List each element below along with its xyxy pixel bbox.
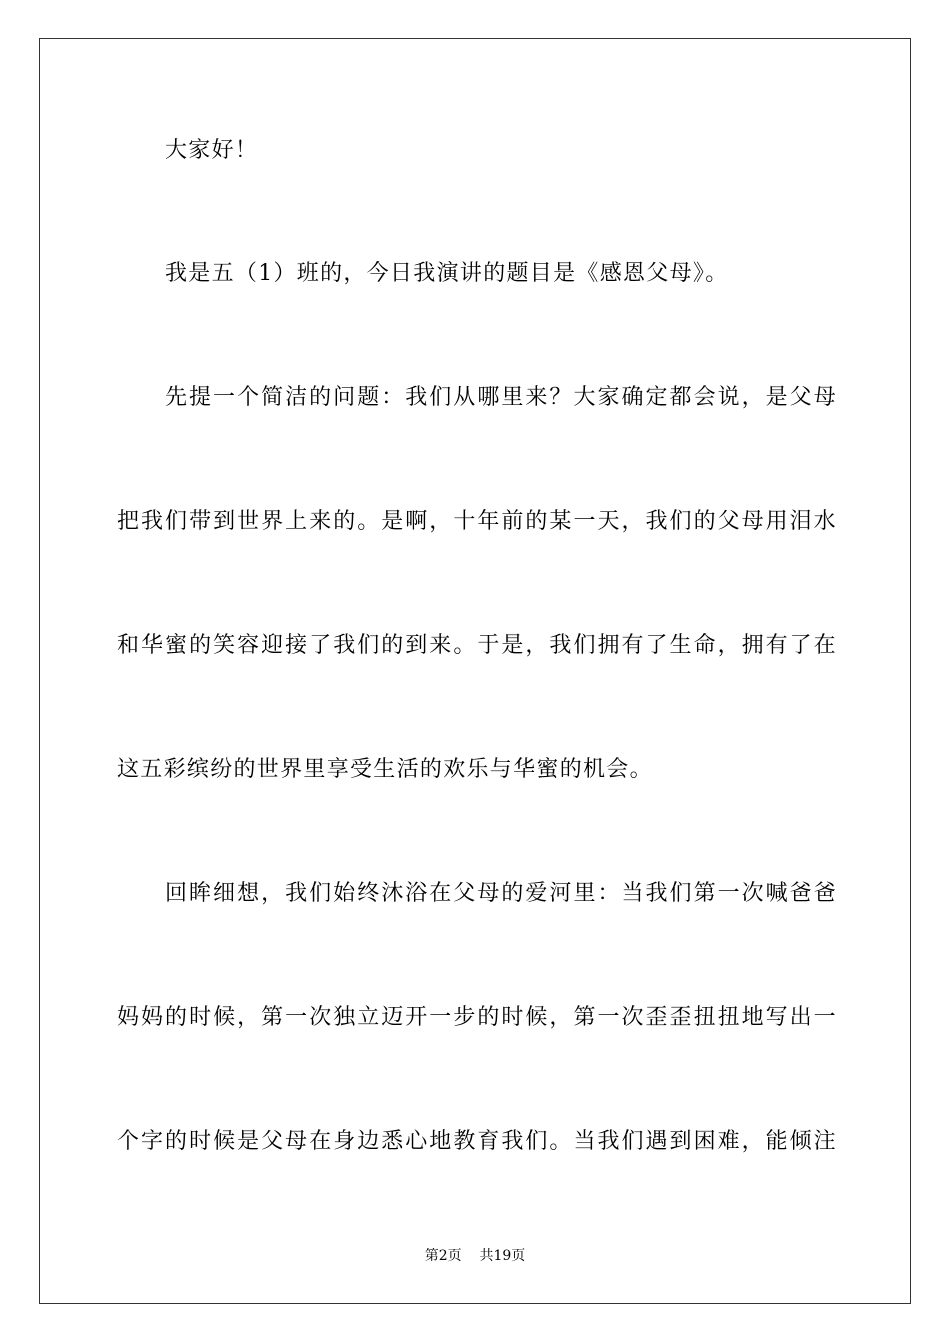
paragraph-line: 把我们带到世界上来的。是啊，十年前的某一天，我们的父母用泪水 (117, 509, 837, 534)
paragraph-line: 回眸细想，我们始终沐浴在父母的爱河里：当我们第一次喊爸爸 (165, 881, 837, 906)
paragraph-line: 和华蜜的笑容迎接了我们的到来。于是，我们拥有了生命，拥有了在 (117, 633, 837, 658)
paragraph-intro: 我是五（1）班的，今日我演讲的题目是《感恩父母》。 (165, 261, 729, 286)
paragraph-line: 妈妈的时候，第一次独立迈开一步的时候，第一次歪歪扭扭地写出一 (117, 1005, 837, 1030)
paragraph-line: 这五彩缤纷的世界里享受生活的欢乐与华蜜的机会。 (117, 757, 653, 782)
page-number-footer: 第2页 共19页 (424, 1248, 526, 1264)
paragraph-greeting: 大家好！ (165, 138, 259, 163)
page-border (39, 38, 911, 1304)
paragraph-line: 先提一个简洁的问题：我们从哪里来？大家确定都会说，是父母 (165, 385, 837, 410)
paragraph-line: 个字的时候是父母在身边悉心地教育我们。当我们遇到困难，能倾注 (117, 1129, 837, 1154)
